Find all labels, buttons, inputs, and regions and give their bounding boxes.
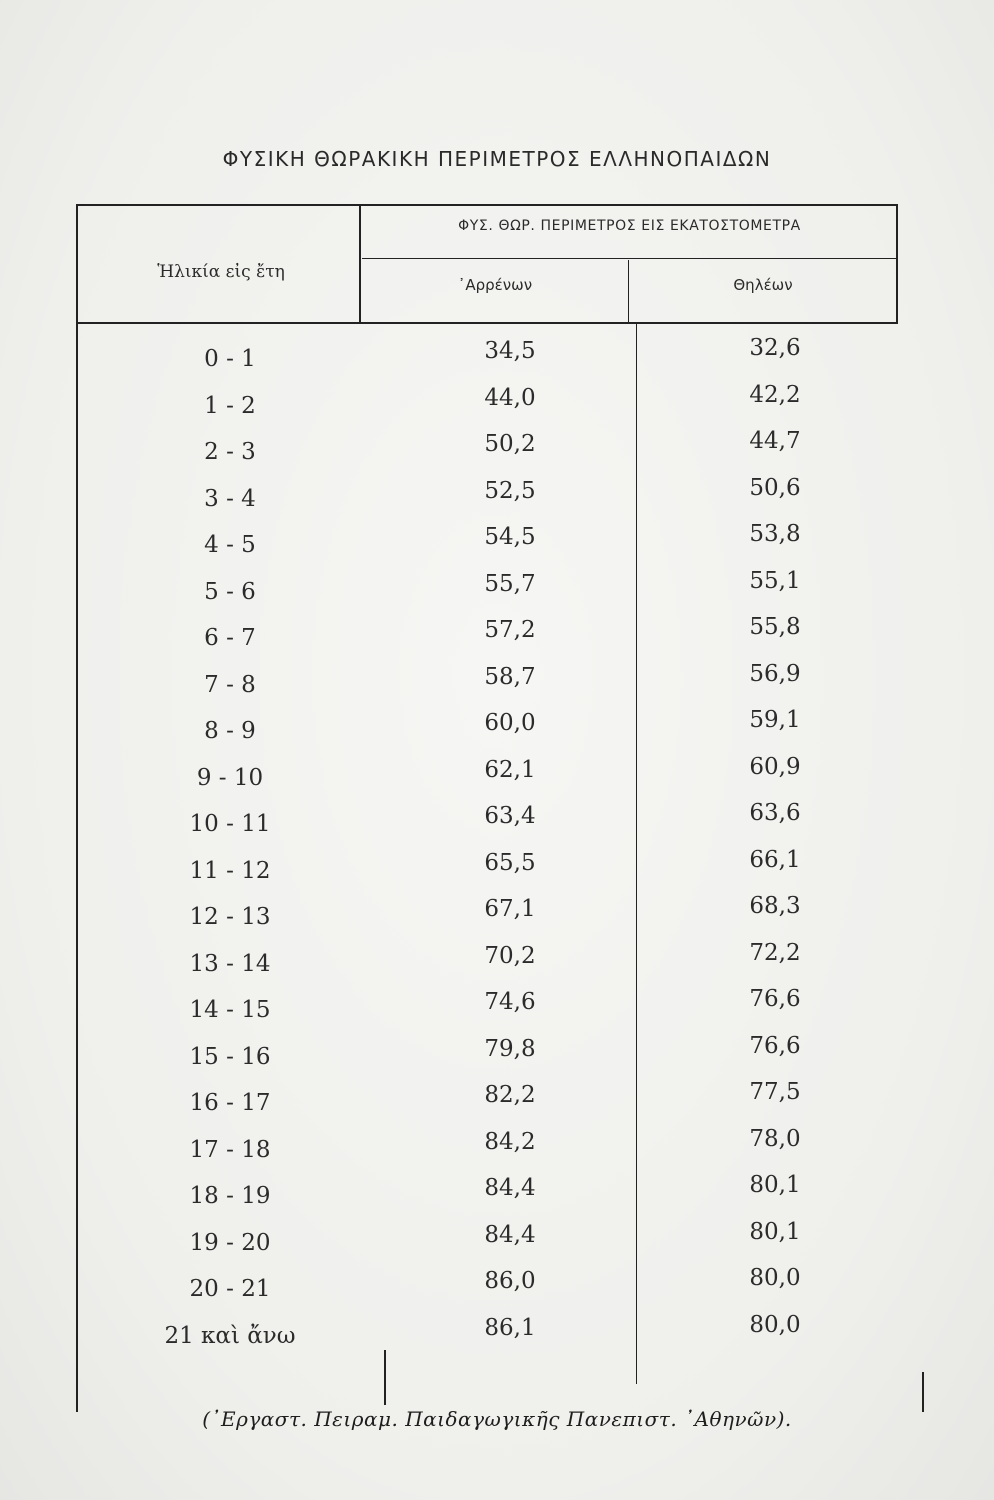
- table-cell-female: 78,0: [749, 1125, 801, 1152]
- chest-perimeter-group-header: ΦΥΣ. ΘΩΡ. ΠΕΡΙΜΕΤΡΟΣ ΕΙΣ ΕΚΑΤΟΣΤΟΜΕΤΡΑ: [458, 218, 801, 234]
- table-cell-male: 67,1: [484, 896, 536, 922]
- table-top-border: [76, 204, 898, 206]
- table-cell-age: 3 - 4: [204, 485, 256, 512]
- table-cell-age: 4 - 5: [204, 532, 256, 558]
- table-cell-age: 11 - 12: [189, 857, 271, 884]
- table-cell-age: 1 - 2: [204, 392, 256, 419]
- table-cell-female: 80,0: [749, 1311, 801, 1338]
- table-cell-female: 60,9: [749, 753, 801, 780]
- table-cell-age: 16 - 17: [189, 1090, 271, 1116]
- table-cell-male: 65,5: [484, 849, 536, 876]
- table-cell-female: 56,9: [749, 660, 801, 687]
- table-cell-age: 8 - 9: [204, 718, 256, 744]
- table-cell-age: 12 - 13: [189, 904, 271, 930]
- page-title: ΦΥΣΙΚΗ ΘΩΡΑΚΙΚΗ ΠΕΡΙΜΕΤΡΟΣ ΕΛΛΗΝΟΠΑΙΔΩΝ: [222, 147, 772, 171]
- table-cell-female: 42,2: [749, 381, 801, 408]
- table-cell-age: 19 - 20: [189, 1229, 271, 1256]
- table-cell-age: 14 - 15: [189, 997, 271, 1023]
- table-cell-male: 86,0: [484, 1268, 536, 1294]
- table-cell-male: 82,2: [484, 1082, 536, 1108]
- table-cell-age: 10 - 11: [189, 811, 271, 837]
- table-cell-female: 76,6: [749, 1032, 801, 1059]
- sex-column-divider-body: [636, 324, 637, 1384]
- table-cell-male: 34,5: [484, 338, 536, 364]
- table-cell-age: 20 - 21: [189, 1276, 271, 1302]
- table-left-border: [76, 204, 78, 1412]
- table-cell-male: 58,7: [484, 663, 536, 690]
- table-cell-male: 50,2: [484, 431, 536, 457]
- table-cell-male: 60,0: [484, 710, 536, 736]
- table-cell-male: 63,4: [484, 803, 536, 829]
- table-cell-age: 2 - 3: [204, 439, 256, 465]
- table-cell-female: 63,6: [749, 800, 801, 826]
- table-cell-female: 76,6: [749, 986, 801, 1012]
- table-cell-male: 74,6: [484, 989, 536, 1015]
- table-cell-male: 84,4: [484, 1221, 536, 1248]
- table-cell-female: 59,1: [749, 707, 801, 733]
- table-cell-male: 62,1: [484, 756, 536, 783]
- table-cell-age: 21 καὶ ἄνω: [164, 1322, 296, 1349]
- table-cell-female: 80,0: [749, 1265, 801, 1291]
- group-header-underline: [362, 258, 896, 259]
- table-cell-age: 13 - 14: [189, 950, 271, 977]
- table-cell-female: 80,1: [749, 1218, 801, 1245]
- table-cell-female: 80,1: [749, 1172, 801, 1198]
- table-cell-age: 17 - 18: [189, 1136, 271, 1163]
- table-cell-male: 57,2: [484, 617, 536, 643]
- table-cell-female: 72,2: [749, 939, 801, 966]
- table-cell-age: 5 - 6: [204, 578, 256, 605]
- table-cell-female: 55,1: [749, 567, 801, 594]
- table-cell-age: 7 - 8: [204, 671, 256, 698]
- table-cell-female: 44,7: [749, 428, 801, 454]
- table-cell-male: 84,2: [484, 1128, 536, 1155]
- male-column-header: ᾿Αρρένων: [457, 276, 533, 294]
- table-cell-age: 18 - 19: [189, 1183, 271, 1209]
- table-cell-age: 0 - 1: [204, 346, 256, 372]
- table-cell-female: 66,1: [749, 846, 801, 873]
- table-cell-age: 15 - 16: [189, 1043, 271, 1070]
- table-cell-age: 9 - 10: [196, 764, 264, 791]
- table-cell-female: 50,6: [749, 474, 801, 501]
- age-column-header: Ἡλικία εἰς ἔτη: [157, 262, 285, 282]
- table-cell-female: 55,8: [749, 614, 801, 640]
- table-cell-male: 52,5: [484, 477, 536, 504]
- table-cell-male: 86,1: [484, 1314, 536, 1341]
- table-cell-female: 68,3: [749, 893, 801, 919]
- table-cell-male: 79,8: [484, 1035, 536, 1062]
- table-cell-male: 55,7: [484, 570, 536, 597]
- source-footnote: (᾿Εργαστ. Πειραμ. Παιδαγωγικῆς Πανεπιστ. ᾿Αθηνῶν).: [202, 1407, 792, 1431]
- table-cell-age: 6 - 7: [204, 625, 256, 651]
- table-cell-female: 32,6: [749, 335, 801, 361]
- table-right-border-lower: [922, 1372, 924, 1412]
- table-cell-male: 44,0: [484, 384, 536, 411]
- table-cell-male: 84,4: [484, 1175, 536, 1201]
- female-column-header: Θηλέων: [733, 276, 793, 294]
- table-cell-male: 54,5: [484, 524, 536, 550]
- header-bottom-border: [78, 322, 896, 324]
- sex-column-divider-header: [628, 260, 629, 322]
- table-cell-female: 77,5: [749, 1079, 801, 1105]
- table-cell-male: 70,2: [484, 942, 536, 969]
- age-column-divider-body: [384, 1350, 386, 1405]
- table-cell-female: 53,8: [749, 521, 801, 547]
